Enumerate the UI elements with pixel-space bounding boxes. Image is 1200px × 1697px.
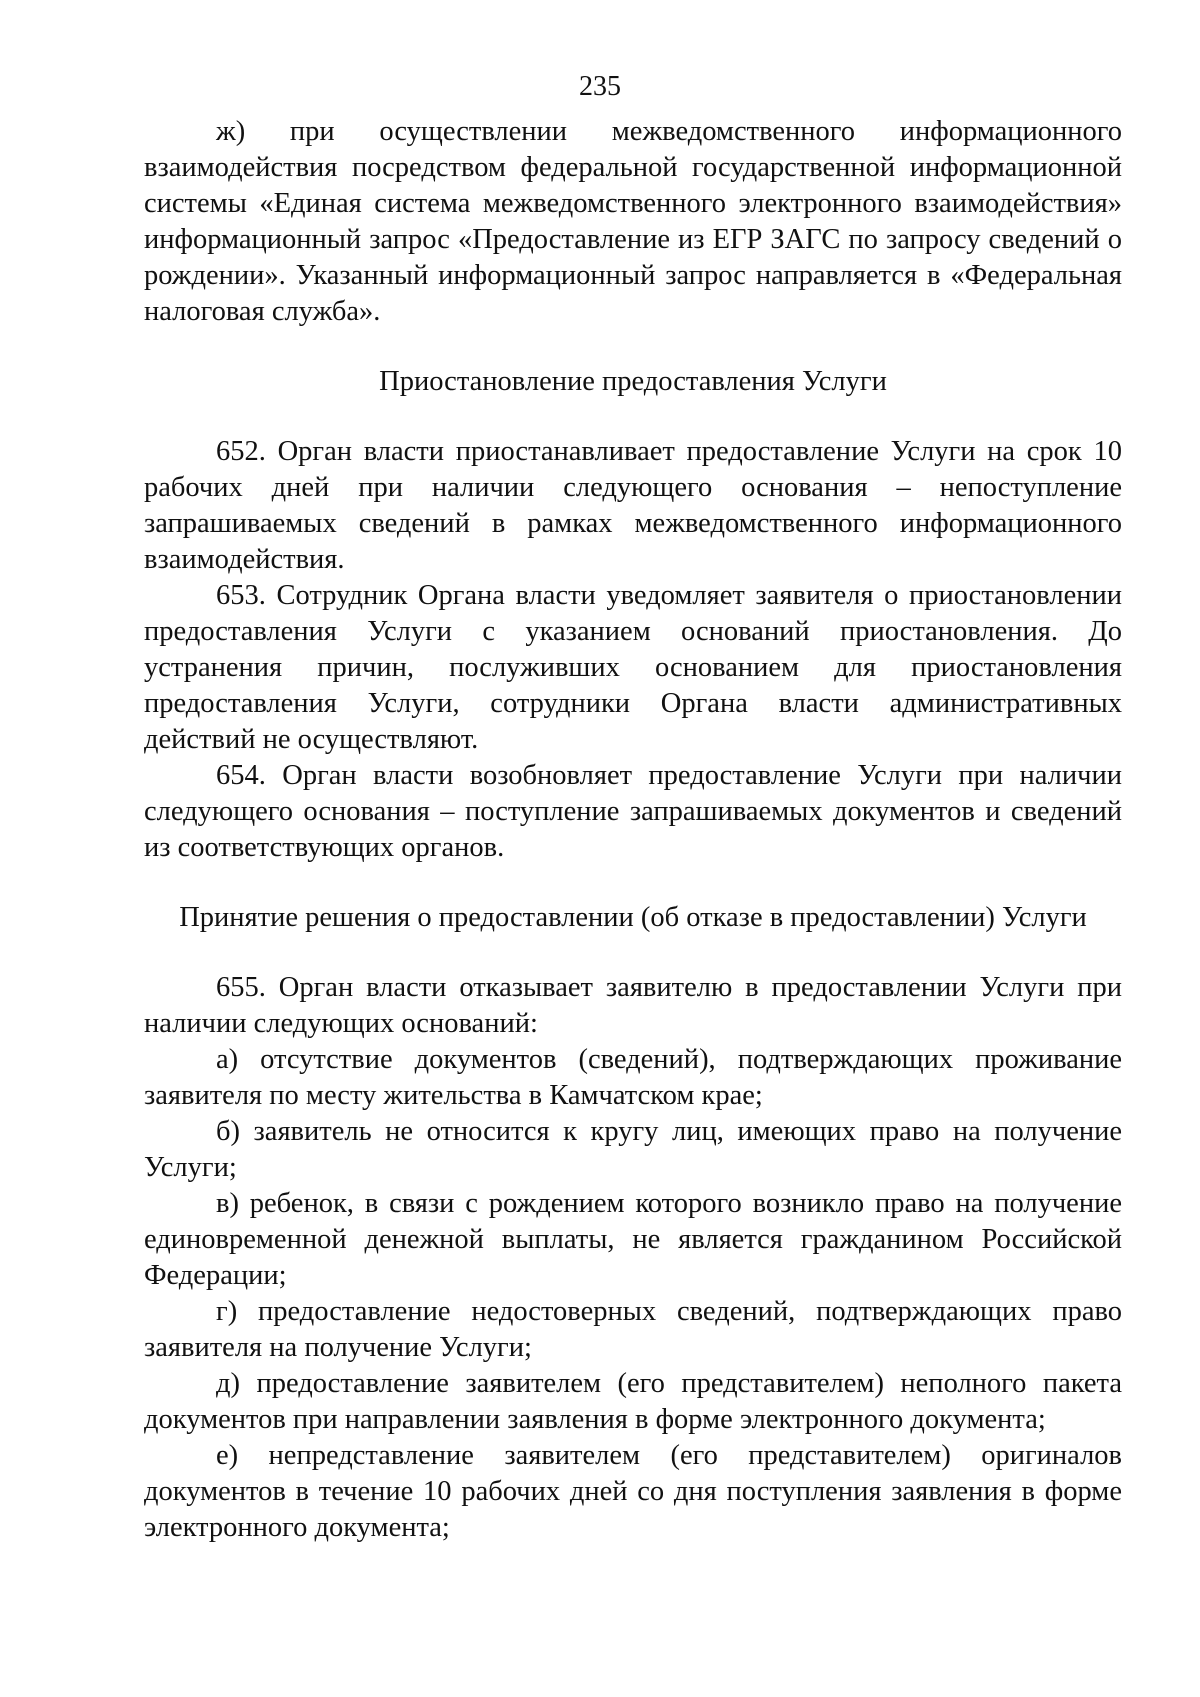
paragraph-655-g: г) предоставление недостоверных сведений, подтверждающих право заявителя на получение Услуги; [144, 1296, 1122, 1363]
paragraph-zh: ж) при осуществлении межведомственного информационного взаимодействия посредством федеральной государственной информационной системы «Единая система межведомственного электронного взаимодействия» информационный запрос «Предоставление из ЕГР ЗАГС по запросу сведений о рождении». Указанный информационный запрос направляется в «Федеральная налоговая служба». [144, 116, 1122, 327]
paragraph-655: 655. Орган власти отказывает заявителю в предоставлении Услуги при наличии следующих оснований: [144, 972, 1122, 1039]
section-heading-decision: Принятие решения о предоставлении (об отказе в предоставлении) Услуги [179, 902, 1087, 933]
paragraph-652: 652. Орган власти приостанавливает предоставление Услуги на срок 10 рабочих дней при наличии следующего основания – непоступление запрашиваемых сведений в рамках межведомственного информационного взаимодействия. [144, 436, 1122, 575]
paragraph-655-v: в) ребенок, в связи с рождением которого возникло право на получение единовременной денежной выплаты, не является гражданином Российской Федерации; [144, 1188, 1122, 1291]
paragraph-653: 653. Сотрудник Органа власти уведомляет заявителя о приостановлении предоставления Услуги с указанием оснований приостановления. До устранения причин, послуживших основанием для приостановления предоставления Услуги, сотрудники Органа власти административных действий не осуществляют. [144, 580, 1122, 755]
paragraph-655-b: б) заявитель не относится к кругу лиц, имеющих право на получение Услуги; [144, 1116, 1122, 1183]
paragraph-654: 654. Орган власти возобновляет предоставление Услуги при наличии следующего основания – поступление запрашиваемых документов и сведений из соответствующих органов. [144, 760, 1122, 863]
paragraph-655-d: д) предоставление заявителем (его представителем) неполного пакета документов при направлении заявления в форме электронного документа; [144, 1368, 1122, 1435]
paragraph-655-e: е) непредставление заявителем (его представителем) оригиналов документов в течение 10 рабочих дней со дня поступления заявления в форме электронного документа; [144, 1440, 1122, 1543]
section-heading-suspension: Приостановление предоставления Услуги [379, 366, 887, 397]
paragraph-655-a: а) отсутствие документов (сведений), подтверждающих проживание заявителя по месту жительства в Камчатском крае; [144, 1044, 1122, 1111]
document-body [144, 114, 1122, 1546]
page-number: 235 [579, 71, 621, 102]
